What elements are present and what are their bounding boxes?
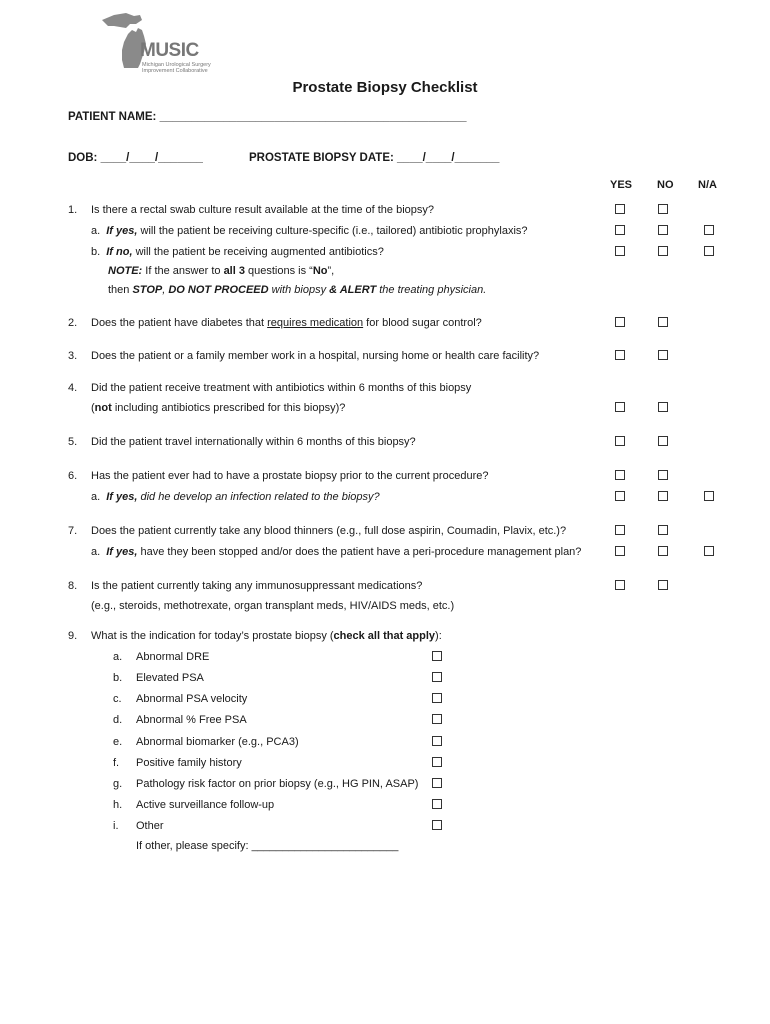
q2-text	[91, 317, 482, 329]
q3-number: 3.	[68, 350, 78, 362]
q9-option-label: Abnormal biomarker (e.g., PCA3)	[136, 736, 299, 748]
q2-no-checkbox[interactable]	[658, 317, 668, 327]
q1-stop-instruction	[108, 284, 486, 296]
q5-yes-checkbox[interactable]	[615, 436, 625, 446]
q1b-letter: b.	[91, 246, 101, 258]
q1b-text: will the patient be receiving augmented antibiotics?	[132, 246, 384, 258]
q9-option-checkbox[interactable]	[432, 714, 442, 724]
q1a-line	[91, 225, 528, 237]
q7a-yes-checkbox[interactable]	[615, 546, 625, 556]
q2-underlined: requires medication	[267, 317, 364, 329]
q4-rest: including antibiotics prescribed for this biopsy)?	[111, 402, 346, 414]
q7-no-checkbox[interactable]	[658, 525, 668, 535]
q1-note	[108, 265, 334, 277]
q4-yes-checkbox[interactable]	[615, 402, 625, 412]
q9-option-letter: h.	[113, 799, 123, 811]
col-yes-header: YES	[610, 179, 633, 191]
q2-text-1: Does the patient have diabetes that	[91, 317, 268, 329]
q9-text-1: What is the indication for today’s prostate biopsy (	[91, 630, 334, 642]
q7a-text: have they been stopped and/or does the patient have a peri-procedure management plan?	[137, 546, 582, 558]
note-text-3: ”,	[327, 265, 335, 277]
q9-number: 9.	[68, 630, 78, 642]
q6-number: 6.	[68, 470, 78, 482]
q9-option-checkbox[interactable]	[432, 672, 442, 682]
q9-option-label: Active surveillance follow-up	[136, 799, 275, 811]
q9-option-label: Abnormal % Free PSA	[136, 714, 247, 726]
q6-no-checkbox[interactable]	[658, 470, 668, 480]
q7a-na-checkbox[interactable]	[704, 546, 714, 556]
q8-number: 8.	[68, 580, 78, 592]
logo-subtitle: Michigan Urological Surgery Improvement Collaborative	[142, 62, 211, 74]
q9-option-label: Positive family history	[136, 757, 242, 769]
then-text: then	[108, 284, 133, 296]
q9-option-letter: f.	[113, 757, 120, 769]
q6a-line	[91, 491, 380, 503]
q6a-na-checkbox[interactable]	[704, 491, 714, 501]
q3-no-checkbox[interactable]	[658, 350, 668, 360]
q1b-line	[91, 246, 384, 258]
biopsy-date-field[interactable]: PROSTATE BIOPSY DATE: ____/____/_______	[249, 152, 500, 164]
q7a-letter: a.	[91, 546, 101, 558]
q1b-condition: If no,	[106, 246, 133, 258]
music-logo	[100, 12, 211, 78]
q9-option-checkbox[interactable]	[432, 757, 442, 767]
q3-text: Does the patient or a family member work in a hospital, nursing home or health care facility?	[91, 350, 540, 362]
q9-bold: check all that apply	[333, 630, 436, 642]
q7a-no-checkbox[interactable]	[658, 546, 668, 556]
with-biopsy-text: with biopsy	[268, 284, 330, 296]
q9-text-2: ):	[435, 630, 442, 642]
q6a-letter: a.	[91, 491, 101, 503]
q7-text: Does the patient currently take any blood thinners (e.g., full dose aspirin, Coumadin, Plavix, etc.)?	[91, 525, 567, 537]
treating-physician-text: the treating physician.	[376, 284, 487, 296]
note-no: No	[312, 265, 328, 277]
q1b-yes-checkbox[interactable]	[615, 246, 625, 256]
q1-number: 1.	[68, 204, 78, 216]
q9-text	[91, 630, 442, 642]
q9-option-letter: b.	[113, 672, 123, 684]
q2-yes-checkbox[interactable]	[615, 317, 625, 327]
q5-number: 5.	[68, 436, 78, 448]
q9-option-letter: c.	[113, 693, 122, 705]
q9-option-letter: e.	[113, 736, 123, 748]
q1a-na-checkbox[interactable]	[704, 225, 714, 235]
q1b-no-checkbox[interactable]	[658, 246, 668, 256]
q5-no-checkbox[interactable]	[658, 436, 668, 446]
q5-text: Did the patient travel internationally within 6 months of this biopsy?	[91, 436, 416, 448]
q1a-condition: If yes,	[106, 225, 138, 237]
q4-open-paren: (	[91, 402, 95, 414]
col-no-header: NO	[657, 179, 674, 191]
q6a-yes-checkbox[interactable]	[615, 491, 625, 501]
q1b-na-checkbox[interactable]	[704, 246, 714, 256]
q9-option-label: Abnormal DRE	[136, 651, 210, 663]
q9-option-letter: i.	[113, 820, 119, 832]
q9-option-letter: a.	[113, 651, 123, 663]
q9-option-checkbox[interactable]	[432, 820, 442, 830]
q9-option-checkbox[interactable]	[432, 778, 442, 788]
q4-line2	[91, 402, 345, 414]
comma-text: ,	[162, 284, 169, 296]
q8-line2: (e.g., steroids, methotrexate, organ transplant meds, HIV/AIDS meds, etc.)	[91, 600, 455, 612]
q4-no-checkbox[interactable]	[658, 402, 668, 412]
page-title: Prostate Biopsy Checklist	[292, 79, 478, 96]
q9-option-checkbox[interactable]	[432, 736, 442, 746]
q9-option-label: Pathology risk factor on prior biopsy (e.g., HG PIN, ASAP)	[136, 778, 419, 790]
q1a-yes-checkbox[interactable]	[615, 225, 625, 235]
q4-line1: Did the patient receive treatment with antibiotics within 6 months of this biopsy	[91, 382, 472, 394]
q7a-condition: If yes,	[106, 546, 138, 558]
note-text-2: questions is “	[244, 265, 313, 277]
other-specify-field[interactable]: If other, please specify: ________________________	[136, 840, 399, 852]
note-text-1: If the answer to	[142, 265, 224, 277]
q2-text-2: for blood sugar control?	[363, 317, 482, 329]
q9-option-label: Other	[136, 820, 164, 832]
col-na-header: N/A	[698, 179, 717, 191]
dob-field[interactable]: DOB: ____/____/_______	[68, 152, 203, 164]
q9-option-checkbox[interactable]	[432, 651, 442, 661]
q8-no-checkbox[interactable]	[658, 580, 668, 590]
q1-no-checkbox[interactable]	[658, 204, 668, 214]
q4-not: not	[94, 402, 112, 414]
q9-option-checkbox[interactable]	[432, 799, 442, 809]
q8-line1: Is the patient currently taking any immunosuppressant medications?	[91, 580, 423, 592]
q9-option-letter: g.	[113, 778, 123, 790]
q9-option-label: Elevated PSA	[136, 672, 204, 684]
q9-option-letter: d.	[113, 714, 123, 726]
q1-text: Is there a rectal swab culture result available at the time of the biopsy?	[91, 204, 435, 216]
patient-name-field[interactable]: PATIENT NAME: ________________________________________________	[68, 111, 467, 123]
q6-yes-checkbox[interactable]	[615, 470, 625, 480]
note-all3: all 3	[223, 265, 245, 277]
q1a-text: will the patient be receiving culture-specific (i.e., tailored) antibiotic prophylaxis?	[137, 225, 528, 237]
q6-text: Has the patient ever had to have a prostate biopsy prior to the current procedure?	[91, 470, 489, 482]
q1a-letter: a.	[91, 225, 101, 237]
q2-number: 2.	[68, 317, 78, 329]
q7a-line	[91, 546, 581, 558]
q6a-text: did he develop an infection related to the biopsy?	[137, 491, 380, 503]
q1-yes-checkbox[interactable]	[615, 204, 625, 214]
q6a-condition: If yes,	[106, 491, 138, 503]
q7-yes-checkbox[interactable]	[615, 525, 625, 535]
q4-number: 4.	[68, 382, 78, 394]
q7-number: 7.	[68, 525, 78, 537]
q9-option-label: Abnormal PSA velocity	[136, 693, 248, 705]
stop-text: STOP	[132, 284, 163, 296]
q1a-no-checkbox[interactable]	[658, 225, 668, 235]
q8-yes-checkbox[interactable]	[615, 580, 625, 590]
q6a-no-checkbox[interactable]	[658, 491, 668, 501]
do-not-proceed-text: DO NOT PROCEED	[168, 284, 269, 296]
q3-yes-checkbox[interactable]	[615, 350, 625, 360]
note-label: NOTE:	[108, 265, 143, 277]
logo-word: MUSIC	[140, 40, 199, 61]
alert-text: & ALERT	[329, 284, 377, 296]
q9-option-checkbox[interactable]	[432, 693, 442, 703]
